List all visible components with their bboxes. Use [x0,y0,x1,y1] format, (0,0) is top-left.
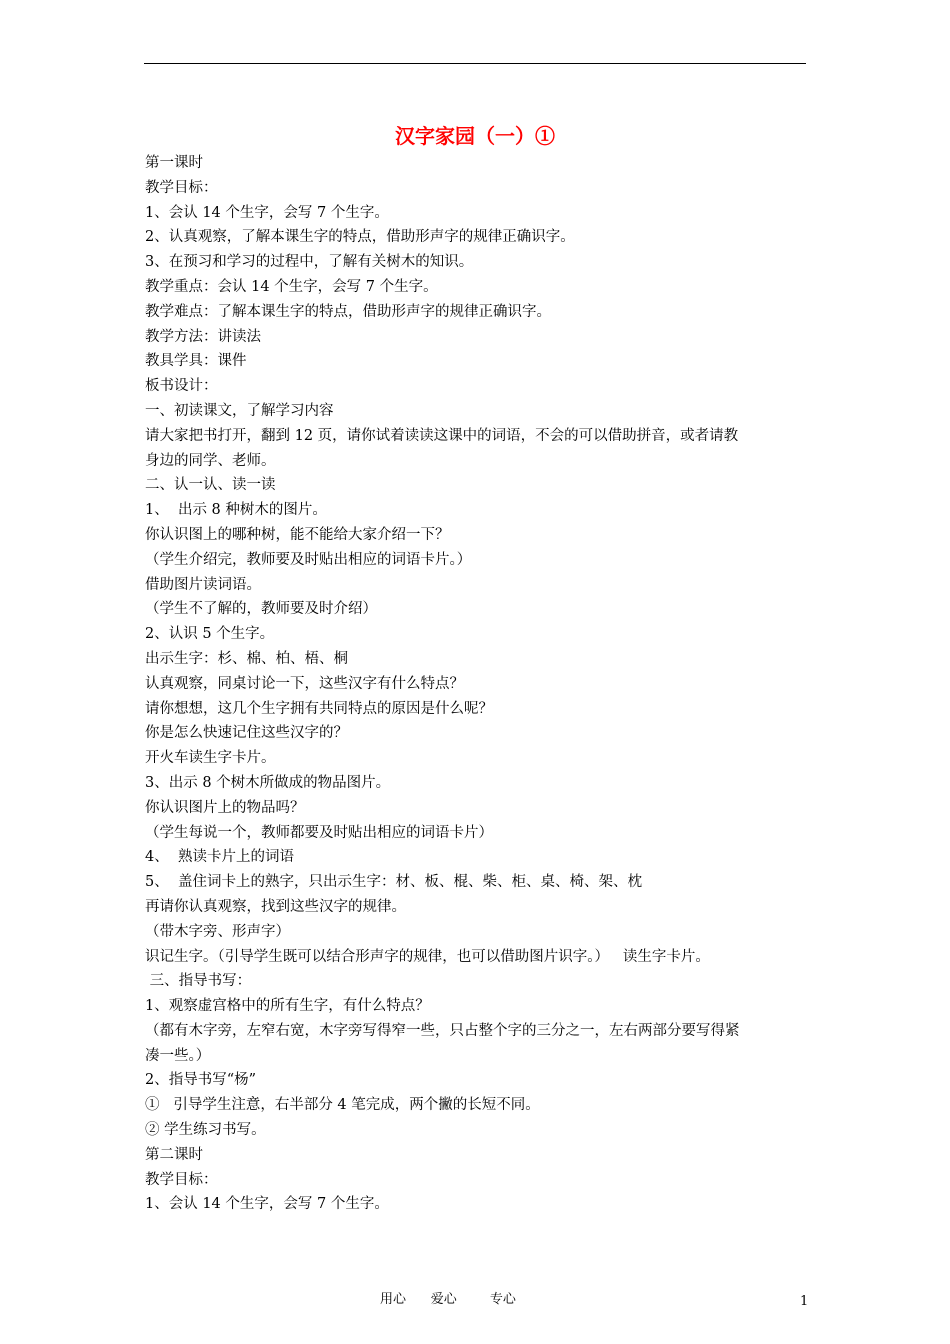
text-line: 教学难点：了解本课生字的特点，借助形声字的规律正确识字。 [145,303,551,320]
text-line: 1、会认 14 个生字，会写 7 个生字。 [145,204,389,221]
footer-motto: 用心 爱心 专心 [380,1292,516,1307]
text-line: 1、会认 14 个生字，会写 7 个生字。 [145,1196,389,1213]
text-line: 二、认一认、读一读 [145,477,276,494]
document-title: 汉字家园（一）① [395,124,555,148]
text-line: 第二课时 [145,1146,203,1163]
text-line: ① 引导学生注意，右半部分 4 笔完成，两个撇的长短不同。 [145,1097,540,1114]
text-line: 凑一些。） [145,1047,211,1064]
text-line: 你认识图片上的物品吗？ [145,799,305,816]
text-line: 2、认识 5 个生字。 [145,626,275,643]
text-line: 一、初读课文，了解学习内容 [145,402,334,419]
text-line: 2、认真观察，了解本课生字的特点，借助形声字的规律正确识字。 [145,229,575,246]
text-line: 三、指导书写： [145,973,252,990]
text-line: 你是怎么快速记住这些汉字的？ [145,725,348,742]
text-line: （学生介绍完，教师要及时贴出相应的词语卡片。） [145,551,472,568]
text-line: 开火车读生字卡片。 [145,750,276,767]
text-line: 出示生字：杉、棉、柏、梧、桐 [145,650,348,667]
text-line: 1、 出示 8 种树木的图片。 [145,502,327,519]
text-line: 第一课时 [145,155,203,171]
text-line: 教学目标： [145,1171,218,1188]
text-line: （都有木字旁，左窄右宽，木字旁写得窄一些，只占整个字的三分之一，左右两部分要写得紧 [145,1022,740,1039]
text-line: 3、在预习和学习的过程中，了解有关树木的知识。 [145,254,474,271]
text-line: 你认识图上的哪种树，能不能给大家介绍一下？ [145,526,450,543]
header-rule [144,63,806,64]
text-line: 5、 盖住词卡上的熟字，只出示生字：材、板、棍、柴、柜、桌、椅、架、枕 [145,874,642,891]
text-line: （学生每说一个，教师都要及时贴出相应的词语卡片） [145,824,493,841]
text-line: 借助图片读词语。 [145,576,261,593]
text-line: 教学重点：会认 14 个生字，会写 7 个生字。 [145,278,438,295]
text-line: ② 学生练习书写。 [145,1122,266,1139]
text-line: 4、 熟读卡片上的词语 [145,849,294,866]
text-line: 认真观察，同桌讨论一下，这些汉字有什么特点？ [145,675,464,692]
text-line: 1、观察虚宫格中的所有生字，有什么特点？ [145,998,430,1015]
text-line: 3、出示 8 个树木所做成的物品图片。 [145,774,391,791]
text-line: 身边的同学、老师。 [145,452,276,469]
page-number: 1 [800,1294,809,1309]
text-line: 教学目标： [145,179,218,196]
text-line: 教具学具：课件 [145,353,247,370]
text-line: 识记生字。（引导学生既可以结合形声字的规律，也可以借助图片识字。） 读生字卡片。 [145,948,710,965]
text-line: 板书设计： [145,378,218,395]
text-line: （学生不了解的，教师要及时介绍） [145,601,377,618]
text-line: 请你想想，这几个生字拥有共同特点的原因是什么呢？ [145,700,493,717]
text-line: （带木字旁、形声字） [145,923,290,940]
text-line: 请大家把书打开，翻到 12 页，请你试着读读这课中的词语，不会的可以借助拼音，或者请教 [145,427,739,444]
document-body [145,151,810,1217]
text-line: 教学方法：讲读法 [145,328,261,345]
text-line: 再请你认真观察，找到这些汉字的规律。 [145,898,406,915]
text-line: 2、指导书写“杨” [145,1072,257,1089]
